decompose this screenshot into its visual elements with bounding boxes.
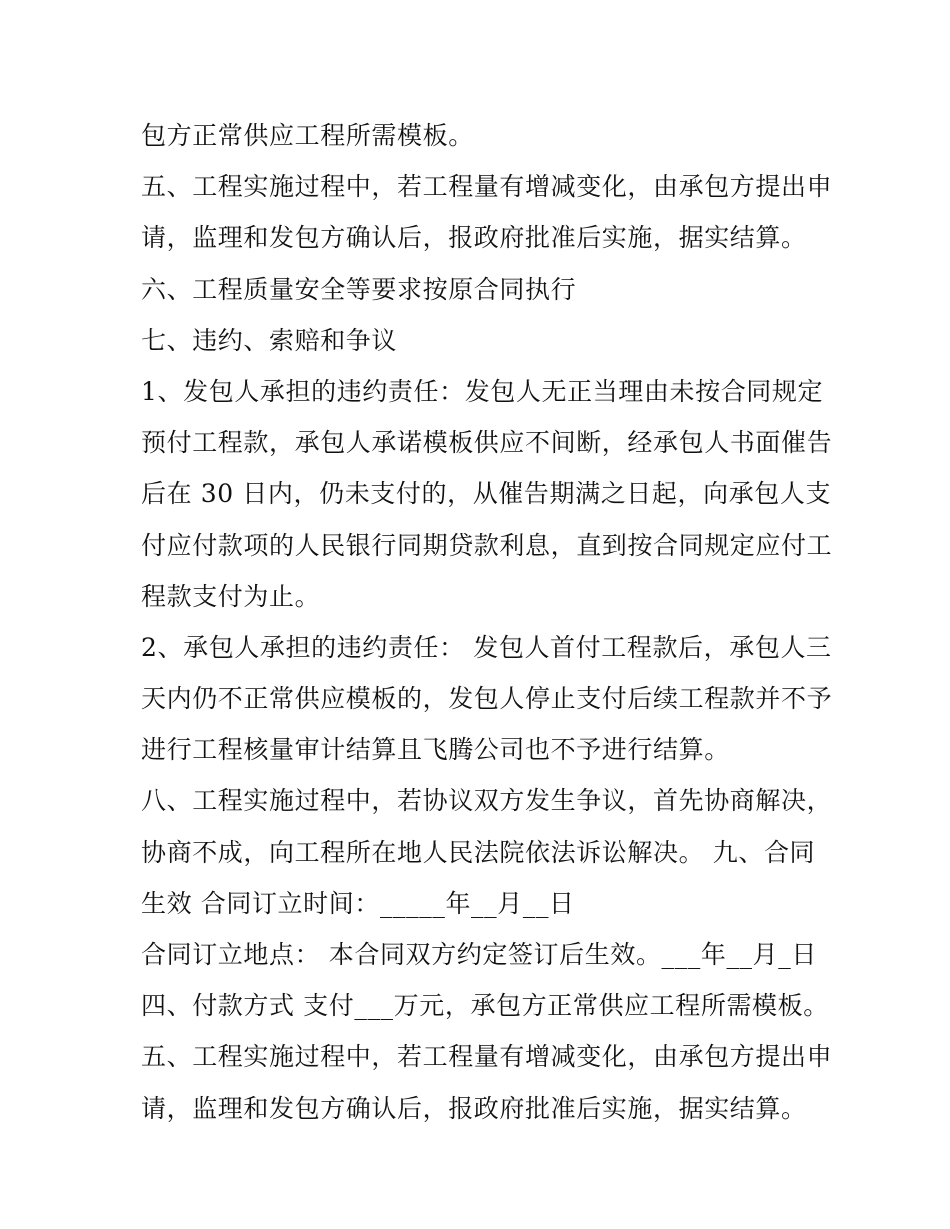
text-line: 2、承包人承担的违约责任： 发包人首付工程款后，承包人三 [141, 632, 832, 662]
text-line: 八、工程实施过程中，若协议双方发生争议，首先协商解决， [141, 786, 833, 816]
section-heading: 七、违约、索赔和争议 [141, 325, 398, 355]
document-body [141, 110, 833, 1134]
text-line: 请，监理和发包方确认后，报政府批准后实施，据实结算。 [141, 223, 807, 253]
text-line: 天内仍不正常供应模板的，发包人停止支付后续工程款并不予 [141, 684, 833, 714]
text-line: 生效 合同订立时间：_____年__月__日 [141, 888, 575, 918]
text-line: 后在 30 日内，仍未支付的，从催告期满之日起，向承包人支 [141, 479, 832, 509]
text-line: 请，监理和发包方确认后，报政府批准后实施，据实结算。 [141, 1093, 807, 1123]
text-line: 四、付款方式 支付___万元，承包方正常供应工程所需模板。 [141, 991, 829, 1021]
text-line: 1、发包人承担的违约责任：发包人无正当理由未按合同规定 [141, 376, 824, 406]
text-line: 付应付款项的人民银行同期贷款利息，直到按合同规定应付工 [141, 530, 833, 560]
text-line: 五、工程实施过程中，若工程量有增减变化，由承包方提出申 [141, 1042, 833, 1072]
text-line: 协商不成，向工程所在地人民法院依法诉讼解决。 九、合同 [141, 837, 816, 867]
text-line: 程款支付为止。 [141, 581, 321, 611]
section-heading: 六、工程质量安全等要求按原合同执行 [141, 274, 577, 304]
text-line: 进行工程核量审计结算且飞腾公司也不予进行结算。 [141, 735, 730, 765]
text-line: 五、工程实施过程中，若工程量有增减变化，由承包方提出申 [141, 172, 833, 202]
text-line: 预付工程款，承包人承诺模板供应不间断，经承包人书面催告 [141, 428, 833, 458]
text-line: 包方正常供应工程所需模板。 [141, 121, 474, 150]
text-line: 合同订立地点： 本合同双方约定签订后生效。___年__月_日 [141, 940, 817, 969]
